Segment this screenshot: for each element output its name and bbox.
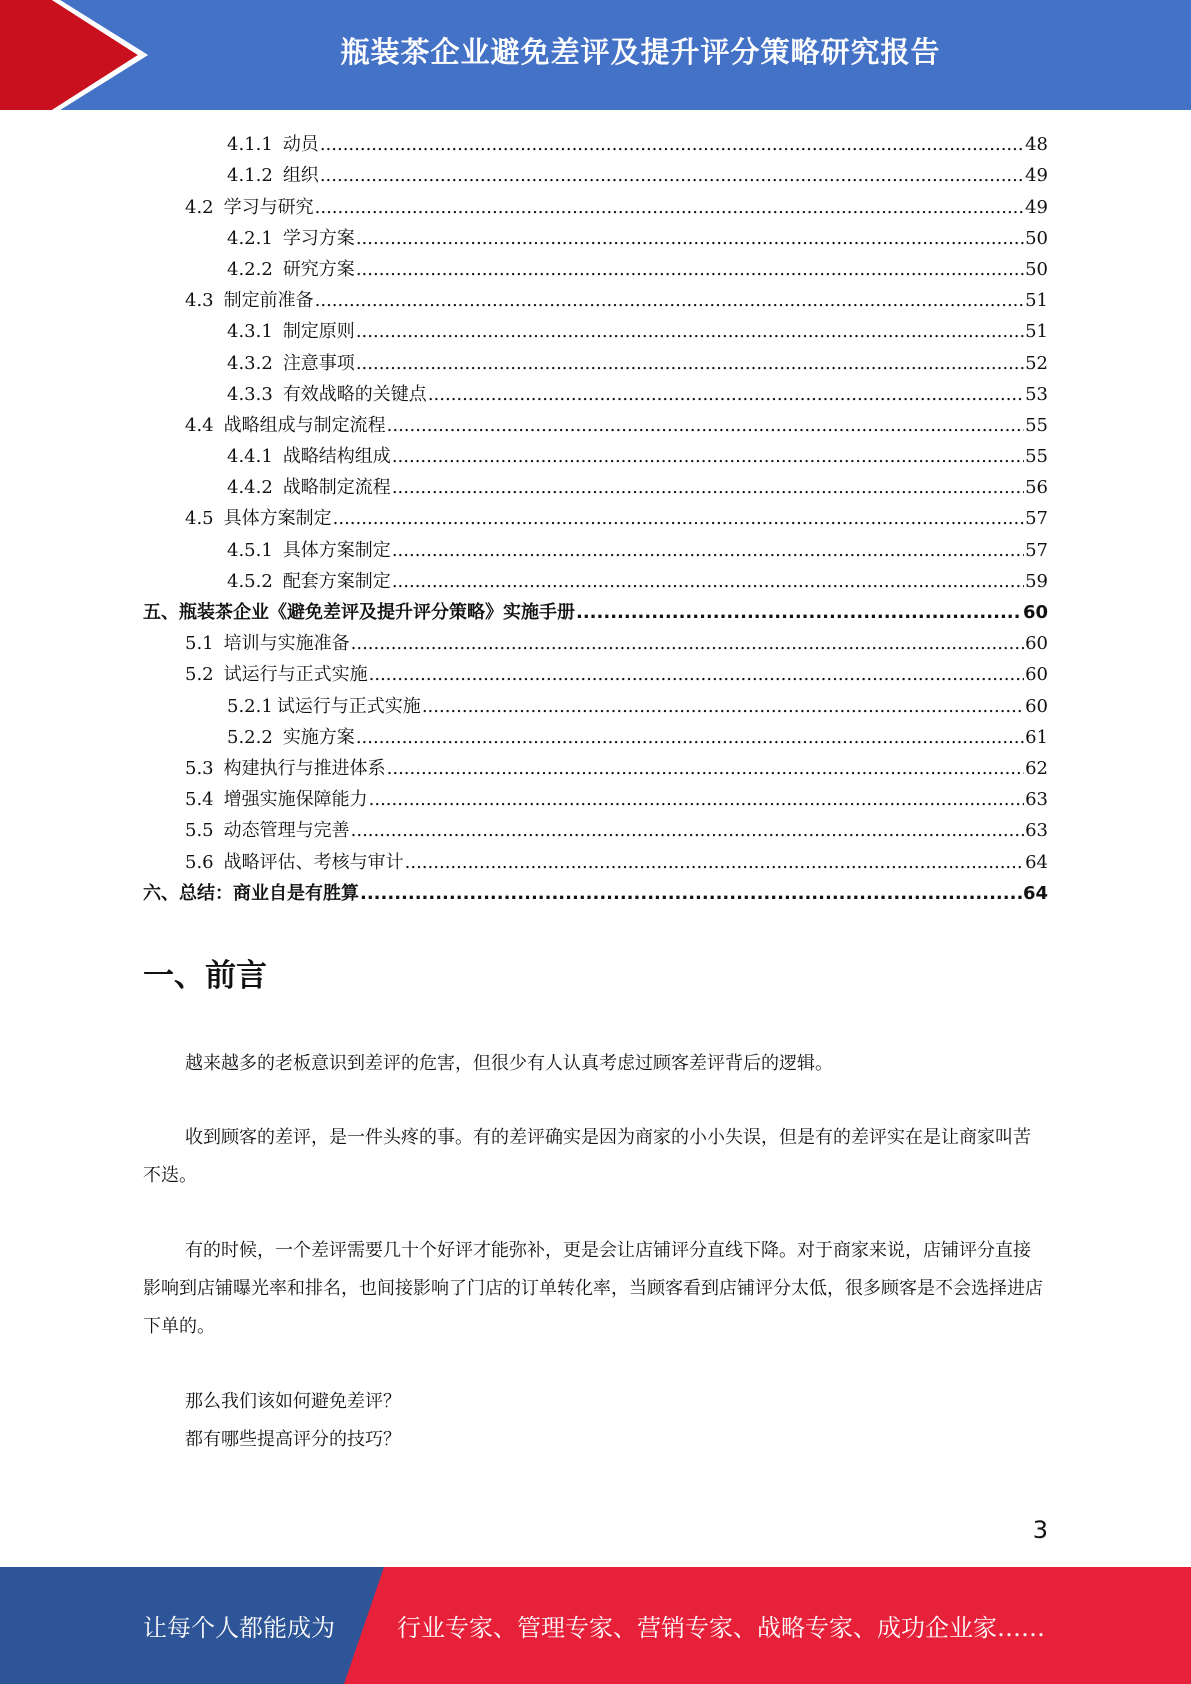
toc-entry-number: 4.4 — [185, 414, 214, 436]
header-title: 瓶装茶企业避免差评及提升评分策略研究报告 — [340, 34, 941, 69]
toc-entry-number: 4.4.1 — [227, 446, 273, 468]
toc-leader-dots — [369, 789, 1024, 811]
toc-entry-number: 5.2.2 — [227, 726, 273, 748]
toc-entry-page: 57 — [1025, 539, 1048, 561]
paragraph-text: 有的时候，一个差评需要几十个好评才能弥补，更是会让店铺评分直线下降。对于商家来说，店铺评分直接影响到店铺曝光率和排名，也间接影响了门店的订单转化率，当顾客看到店铺评分太低，很多顾客是不会选择进店下单的。 — [143, 1240, 1043, 1337]
toc-entry-title: 具体方案制定 — [223, 508, 332, 530]
toc-entry[interactable] — [143, 222, 1048, 253]
toc-leader-dots — [392, 446, 1024, 468]
toc-leader-dots — [315, 290, 1024, 312]
toc-entry[interactable] — [143, 159, 1048, 190]
toc-entry-page: 57 — [1025, 508, 1048, 530]
toc-entry-page: 50 — [1025, 227, 1048, 249]
toc-entry-page: 60 — [1025, 695, 1048, 717]
toc-entry-title: 六、总结：商业自是有胜算 — [143, 882, 359, 904]
table-of-contents — [143, 128, 1048, 908]
toc-entry[interactable] — [143, 190, 1048, 221]
toc-entry-page: 64 — [1022, 882, 1048, 904]
toc-leader-dots — [333, 508, 1024, 530]
toc-entry-page: 50 — [1025, 258, 1048, 280]
footer-slogan-right: 行业专家、管理专家、营销专家、战略专家、成功企业家…… — [397, 1614, 1045, 1642]
page-header — [0, 0, 1191, 110]
toc-leader-dots — [387, 758, 1024, 780]
toc-entry-title: 研究方案 — [282, 258, 355, 280]
toc-entry[interactable] — [143, 877, 1048, 908]
toc-entry-number: 5.3 — [185, 757, 214, 779]
toc-entry-page: 55 — [1025, 446, 1048, 468]
toc-leader-dots — [356, 727, 1024, 749]
toc-entry-number: 5.5 — [185, 820, 214, 842]
toc-entry-title: 制定前准备 — [223, 290, 314, 312]
toc-entry[interactable] — [143, 253, 1048, 284]
toc-entry-page: 63 — [1025, 820, 1048, 842]
toc-leader-dots — [428, 384, 1024, 406]
toc-entry-title: 有效战略的关键点 — [282, 383, 427, 405]
paragraph — [143, 1383, 1048, 1459]
toc-entry-page: 63 — [1025, 789, 1048, 811]
toc-leader-dots — [320, 165, 1024, 187]
toc-leader-dots — [356, 353, 1024, 375]
page-footer — [0, 1567, 1191, 1684]
toc-entry[interactable] — [143, 440, 1048, 471]
toc-entry-page: 64 — [1025, 851, 1048, 873]
toc-entry-number: 5.1 — [185, 633, 214, 655]
toc-leader-dots — [356, 259, 1024, 281]
toc-entry[interactable] — [143, 658, 1048, 689]
toc-leader-dots — [356, 228, 1024, 250]
toc-entry-page: 52 — [1025, 352, 1048, 374]
toc-entry-number: 4.1.2 — [227, 165, 273, 187]
toc-entry-title: 试运行与正式实施 — [276, 695, 421, 717]
toc-entry-number: 4.3.3 — [227, 383, 273, 405]
toc-entry-number: 5.4 — [185, 789, 214, 811]
toc-entry-title: 具体方案制定 — [282, 539, 391, 561]
toc-entry-page: 55 — [1025, 414, 1048, 436]
toc-entry-title: 培训与实施准备 — [223, 633, 350, 655]
paragraph-text: 收到顾客的差评，是一件头疼的事。有的差评确实是因为商家的小小失误，但是有的差评实在是让商家叫苦不迭。 — [143, 1127, 1031, 1186]
toc-leader-dots — [392, 477, 1024, 499]
toc-entry-title: 学习方案 — [282, 227, 355, 249]
toc-leader-dots — [315, 197, 1024, 219]
toc-entry-number: 5.2.1 — [227, 695, 273, 717]
toc-entry-title: 动态管理与完善 — [223, 820, 350, 842]
toc-entry-page: 51 — [1025, 290, 1048, 312]
toc-entry-page: 62 — [1025, 757, 1048, 779]
paragraph-text: 越来越多的老板意识到差评的危害，但很少有人认真考虑过顾客差评背后的逻辑。 — [185, 1053, 833, 1074]
paragraph — [143, 1232, 1048, 1346]
toc-leader-dots — [387, 415, 1024, 437]
toc-entry[interactable] — [143, 378, 1048, 409]
toc-entry[interactable] — [143, 409, 1048, 440]
toc-entry-page: 53 — [1025, 383, 1048, 405]
footer-slogan-left: 让每个人都能成为 — [143, 1614, 335, 1642]
toc-entry-page: 60 — [1025, 664, 1048, 686]
toc-entry-number: 5.2 — [185, 664, 214, 686]
paragraph-text: 都有哪些提高评分的技巧？ — [185, 1429, 401, 1450]
toc-entry[interactable] — [143, 783, 1048, 814]
toc-entry-page: 48 — [1025, 134, 1048, 156]
toc-entry-number: 4.2 — [185, 196, 214, 218]
toc-entry-title: 实施方案 — [282, 726, 355, 748]
toc-leader-dots — [369, 664, 1024, 686]
toc-entry[interactable] — [143, 752, 1048, 783]
toc-entry-number: 4.1.1 — [227, 134, 273, 156]
toc-entry[interactable] — [143, 721, 1048, 752]
toc-leader-dots — [351, 633, 1024, 655]
toc-entry-title: 战略制定流程 — [282, 477, 391, 499]
toc-entry-number: 4.3 — [185, 290, 214, 312]
toc-entry-number: 4.5 — [185, 508, 214, 530]
toc-entry[interactable] — [143, 502, 1048, 533]
toc-entry-number: 4.3.2 — [227, 352, 273, 374]
toc-entry-title: 战略结构组成 — [282, 446, 391, 468]
toc-entry[interactable] — [143, 596, 1048, 627]
toc-leader-dots — [405, 852, 1024, 874]
toc-entry[interactable] — [143, 315, 1048, 346]
toc-leader-dots — [422, 696, 1024, 718]
toc-entry-page: 59 — [1025, 570, 1048, 592]
toc-entry-title: 配套方案制定 — [282, 570, 391, 592]
toc-entry-number: 4.5.1 — [227, 539, 273, 561]
toc-entry-number: 4.4.2 — [227, 477, 273, 499]
toc-entry-title: 制定原则 — [282, 321, 355, 343]
toc-entry[interactable] — [143, 845, 1048, 876]
toc-entry-page: 49 — [1025, 196, 1048, 218]
toc-entry[interactable] — [143, 814, 1048, 845]
toc-entry-page: 61 — [1025, 726, 1048, 748]
toc-entry-title: 战略评估、考核与审计 — [223, 851, 404, 873]
toc-leader-dots — [351, 820, 1024, 842]
page-number: 3 — [1032, 1516, 1048, 1544]
toc-entry[interactable] — [143, 689, 1048, 720]
toc-leader-dots — [360, 883, 1022, 905]
toc-entry-title: 构建执行与推进体系 — [223, 757, 386, 779]
paragraph-text: 那么我们该如何避免差评？ — [185, 1391, 401, 1412]
toc-entry[interactable] — [143, 471, 1048, 502]
toc-entry-number: 5.6 — [185, 851, 214, 873]
toc-entry-title: 战略组成与制定流程 — [223, 414, 386, 436]
toc-entry-page: 60 — [1022, 602, 1048, 623]
toc-entry-title: 学习与研究 — [223, 196, 314, 218]
section-title: 一、前言 — [143, 958, 267, 994]
toc-entry-title: 注意事项 — [282, 352, 355, 374]
toc-leader-dots — [576, 602, 1022, 624]
toc-entry-page: 51 — [1025, 321, 1048, 343]
toc-entry-page: 56 — [1025, 477, 1048, 499]
toc-entry-title: 增强实施保障能力 — [223, 789, 368, 811]
paragraph — [143, 1119, 1048, 1195]
toc-entry[interactable] — [143, 284, 1048, 315]
toc-leader-dots — [392, 540, 1024, 562]
toc-entry-title: 动员 — [282, 134, 319, 156]
toc-entry-number: 4.2.1 — [227, 227, 273, 249]
toc-entry[interactable] — [143, 533, 1048, 564]
toc-entry-number: 4.2.2 — [227, 258, 273, 280]
toc-entry-title: 试运行与正式实施 — [223, 664, 368, 686]
toc-entry-title: 五、瓶装茶企业《避免差评及提升评分策略》实施手册 — [143, 602, 575, 623]
toc-entry-number: 4.3.1 — [227, 321, 273, 343]
toc-entry[interactable] — [143, 627, 1048, 658]
toc-entry[interactable] — [143, 128, 1048, 159]
toc-leader-dots — [356, 321, 1024, 343]
toc-entry-number: 4.5.2 — [227, 570, 273, 592]
toc-entry-title: 组织 — [282, 165, 319, 187]
toc-entry-page: 60 — [1025, 633, 1048, 655]
toc-entry[interactable] — [143, 565, 1048, 596]
toc-entry-page: 49 — [1025, 165, 1048, 187]
paragraph — [143, 1045, 1048, 1083]
toc-entry[interactable] — [143, 346, 1048, 377]
toc-leader-dots — [320, 134, 1024, 156]
toc-leader-dots — [392, 571, 1024, 593]
